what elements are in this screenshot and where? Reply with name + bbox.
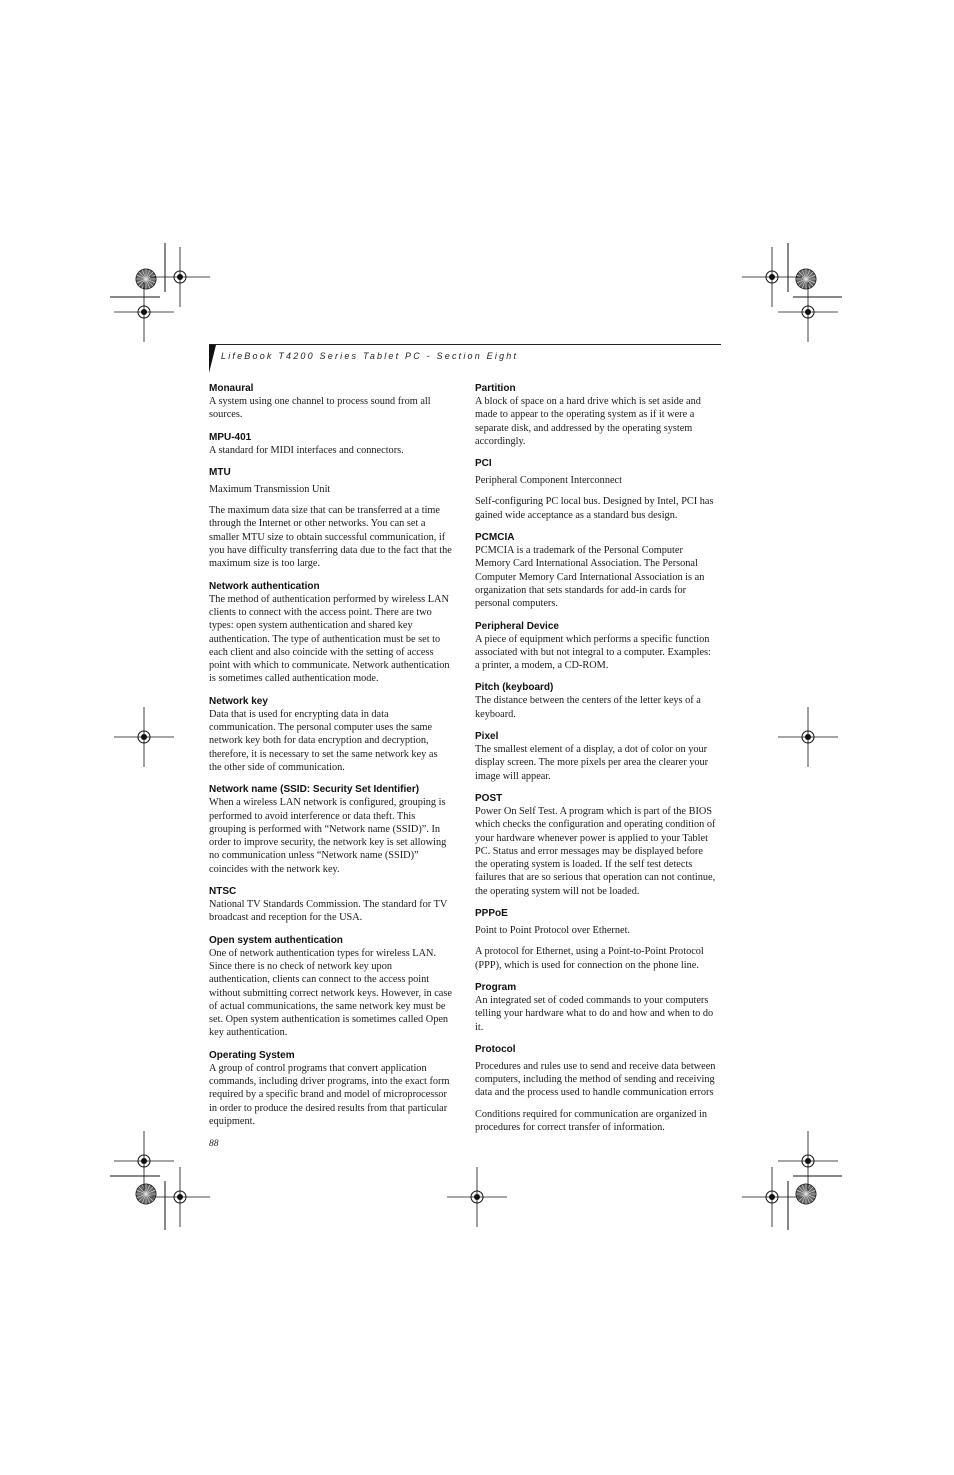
glossary-term: Protocol xyxy=(475,1043,516,1055)
glossary-term: MPU-401 xyxy=(209,431,252,443)
glossary-term: Open system authentication xyxy=(209,934,343,946)
glossary-definition: Point to Point Protocol over Ethernet. xyxy=(475,925,631,937)
glossary-term: NTSC xyxy=(209,886,237,898)
glossary-definition: An integrated set of coded commands to your computers telling your hardware what to do and how and when to do it. xyxy=(475,994,714,1033)
registration-crosshair-icon xyxy=(150,247,210,307)
glossary-definition: PCMCIA is a trademark of the Personal Computer Memory Card International Association. The Personal Computer Memory Card International Association is an organization that sets standards for add-in cards for personal computers. xyxy=(475,545,705,610)
glossary-definition: A standard for MIDI interfaces and connectors. xyxy=(209,444,404,456)
glossary-entry xyxy=(209,783,452,876)
registration-crosshair-icon xyxy=(447,1167,507,1227)
glossary-definition: The maximum data size that can be transferred at a time through the Internet or other networks. You can set a smaller MTU size to obtain successful communication, if you have difficulty transferring data due to the fact that the maximum size is too large. xyxy=(209,505,452,570)
glossary-definition: Data that is used for encrypting data in data communication. The personal computer uses the same network key both for data encryption and decryption, therefore, it is necessary to set the same network key as the other side of communication. xyxy=(209,708,438,773)
glossary-definition: The smallest element of a display, a dot of color on your display screen. The more pixels per area the clearer your image will appear. xyxy=(475,744,709,782)
glossary-term: Monaural xyxy=(209,383,254,394)
registration-target-icon xyxy=(136,269,156,289)
glossary-entry xyxy=(475,681,718,721)
glossary-entry xyxy=(209,580,452,686)
glossary-definition: When a wireless LAN network is configured, grouping is performed to avoid interference or data theft. This grouping is performed with “Network name (SSID)”. In order to improve security, the network key is set allowing no communication unless “Network name (SSID)” coincides with the network key. xyxy=(209,797,447,875)
registration-crosshair-icon xyxy=(778,707,838,767)
page-number: 88 xyxy=(209,1139,219,1149)
glossary-entry xyxy=(475,531,718,610)
glossary-entry xyxy=(209,934,452,1040)
glossary-entry xyxy=(475,457,718,522)
registration-crosshair-icon xyxy=(742,247,802,307)
glossary-entry xyxy=(475,1043,718,1134)
glossary-column-right xyxy=(475,382,718,1143)
glossary-entry xyxy=(209,431,452,457)
glossary-definition: A block of space on a hard drive which is set aside and made to appear to the operating system as if it were a separate disk, and addressed by the operating system accordingly. xyxy=(475,396,701,447)
running-header-title: LifeBook T4200 Series Tablet PC - Section Eight xyxy=(221,351,519,361)
glossary-term: Network authentication xyxy=(209,580,320,592)
glossary-entry xyxy=(475,382,718,448)
registration-target-icon xyxy=(796,269,816,289)
glossary-definition: Conditions required for communication are organized in procedures for correct transfer of information. xyxy=(475,1108,707,1133)
glossary-entry xyxy=(209,466,452,571)
glossary-definition: A piece of equipment which performs a specific function associated with but not integral to a computer. Examples: a printer, a modem, a CD-ROM. xyxy=(475,633,711,672)
glossary-column-left xyxy=(209,382,452,1137)
glossary-term: Partition xyxy=(475,383,516,394)
glossary-term: MTU xyxy=(209,466,231,478)
registration-crosshair-icon xyxy=(778,1131,838,1191)
glossary-term: POST xyxy=(475,792,503,804)
registration-target-icon xyxy=(136,1184,156,1204)
glossary-definition: The method of authentication performed by wireless LAN clients to connect with the access point. There are two types: open system authentication and shared key authentication. The type of authentication must be set to each client and also coincide with the setting of access point with which to communicate. Network authentication is sometimes called authentication mode. xyxy=(209,593,450,685)
glossary-definition: Maximum Transmission Unit xyxy=(209,483,331,495)
glossary-definition: Power On Self Test. A program which is part of the BIOS which checks the configuration and operating condition of your hardware whenever power is applied to your Tablet PC. Status and error messages may be displayed before the operating system is loaded. If the self test detects failures that are so serious that operation can not continue, the operating system will not be loaded. xyxy=(475,805,716,897)
glossary-definition: One of network authentication types for wireless LAN. Since there is no check of network key upon authentication, clients can connect to the access point without submitting correct network keys. However, in case of actual communications, the same network key must be set. Open system authentication is sometimes called Open key authentication. xyxy=(209,947,452,1039)
glossary-definition: A system using one channel to process sound from all sources. xyxy=(209,396,431,421)
glossary-term: Pitch (keyboard) xyxy=(475,682,554,694)
registration-crosshair-icon xyxy=(114,707,174,767)
running-header xyxy=(209,344,721,365)
header-tab-marker xyxy=(209,345,216,373)
glossary-term: Network name (SSID: Security Set Identifier) xyxy=(209,784,420,796)
glossary-entry xyxy=(475,981,718,1034)
registration-target-icon xyxy=(796,1184,816,1204)
glossary-definition: Self-configuring PC local bus. Designed by Intel, PCI has gained wide acceptance as a standard bus design. xyxy=(475,496,714,521)
registration-crosshair-icon xyxy=(778,282,838,342)
glossary-term: Pixel xyxy=(475,731,499,743)
glossary-entry xyxy=(475,620,718,673)
glossary-definition: A protocol for Ethernet, using a Point-to-Point Protocol (PPP), which is used for connection on the phone line. xyxy=(475,946,704,971)
glossary-definition: National TV Standards Commission. The standard for TV broadcast and reception for the USA. xyxy=(209,899,448,924)
glossary-term: PPPoE xyxy=(475,908,508,920)
glossary-definition: A group of control programs that convert application commands, including driver programs, into the exact form required by a specific brand and model of microprocessor in order to produce the desired results from that particular equipment. xyxy=(209,1062,450,1127)
glossary-definition: The distance between the centers of the letter keys of a keyboard. xyxy=(475,695,701,720)
glossary-entry xyxy=(209,1049,452,1128)
glossary-entry xyxy=(209,885,452,925)
glossary-definition: Procedures and rules use to send and receive data between computers, including the method of sending and receiving data and the process used to handle communication errors xyxy=(475,1060,716,1099)
glossary-term: Operating System xyxy=(209,1049,295,1061)
glossary-entry xyxy=(475,730,718,783)
glossary-term: Program xyxy=(475,981,517,993)
glossary-term: PCMCIA xyxy=(475,532,515,544)
glossary-entry xyxy=(209,695,452,774)
glossary-term: PCI xyxy=(475,458,492,470)
glossary-entry xyxy=(475,907,718,972)
glossary-definition: Peripheral Component Interconnect xyxy=(475,475,622,487)
glossary-entry xyxy=(475,792,718,898)
glossary-entry xyxy=(209,382,452,422)
glossary-term: Network key xyxy=(209,695,268,707)
glossary-term: Peripheral Device xyxy=(475,620,559,632)
